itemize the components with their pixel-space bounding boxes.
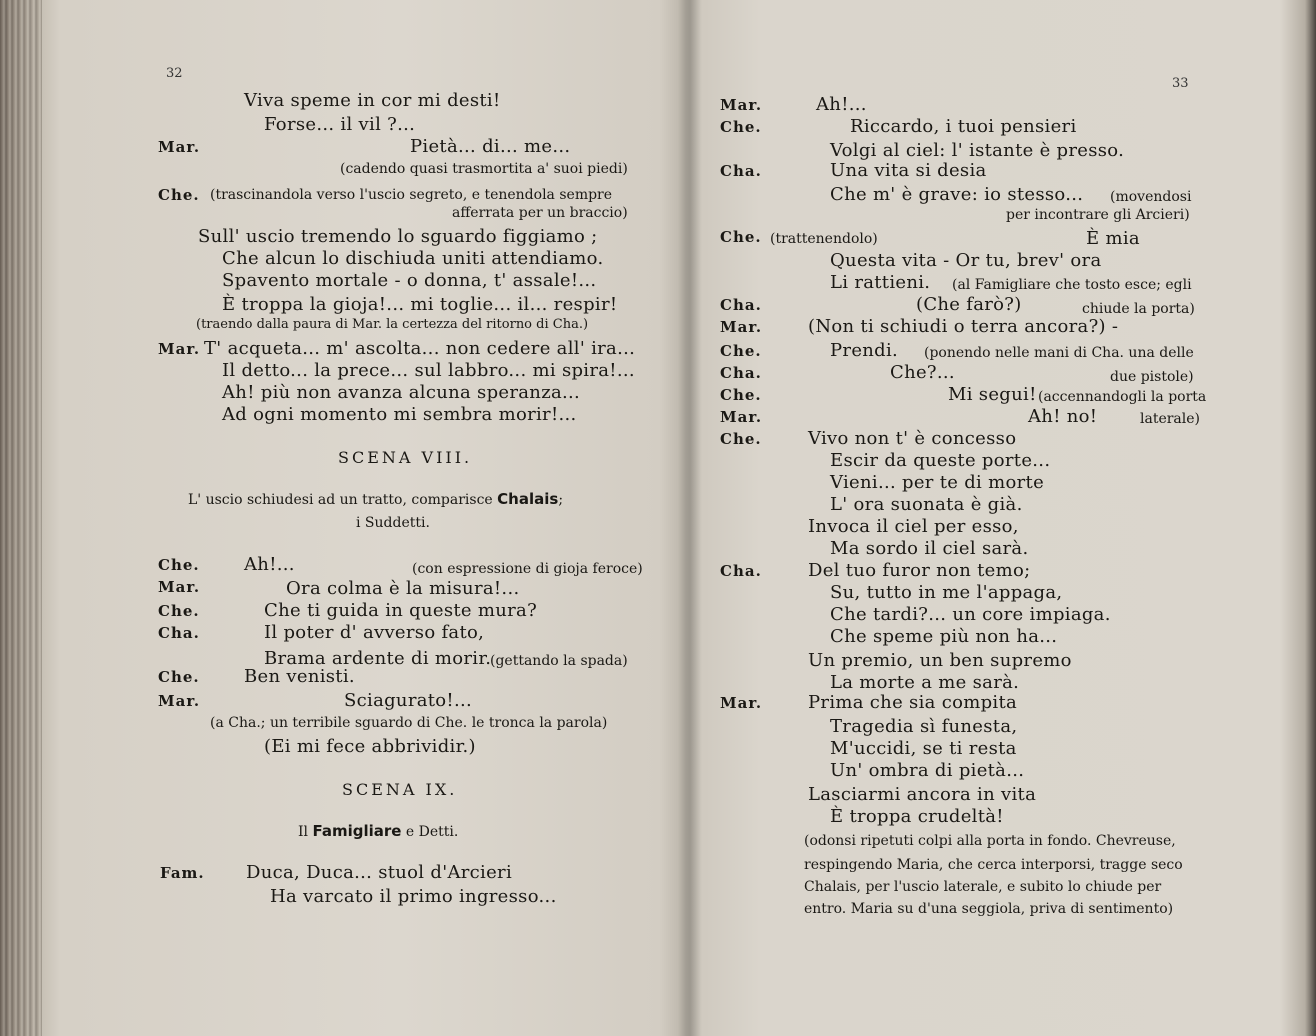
verse-line: Tragedia sì funesta,	[830, 716, 1018, 737]
verse-line: Volgi al ciel: l' istante è presso.	[830, 140, 1125, 161]
speaker-label: Cha.	[720, 364, 762, 382]
stage-direction: due pistole)	[1110, 369, 1194, 385]
verse-line: Escir da queste porte...	[830, 450, 1051, 471]
verse-line: L' ora suonata è già.	[830, 494, 1023, 515]
stage-direction: (movendosi	[1110, 189, 1192, 205]
stage-direction: respingendo Maria, che cerca interporsi, tragge seco	[804, 857, 1183, 873]
verse-line: Li rattieni.	[830, 272, 931, 293]
verse-line: Una vita si desia	[830, 160, 987, 181]
verse-line: Ah!...	[816, 94, 867, 115]
verse-line: Pietà... di... me...	[410, 136, 571, 157]
verse-line: Mi segui!	[948, 384, 1037, 405]
verse-line: È mia	[1086, 228, 1140, 249]
verse-line: Su, tutto in me l'appaga,	[830, 582, 1063, 603]
speaker-label: Che.	[720, 342, 762, 360]
scene-description	[188, 490, 563, 509]
verse-line: Del tuo furor non temo;	[808, 560, 1031, 581]
speaker-label: Che.	[720, 430, 762, 448]
verse-line: È troppa la gioja!... mi toglie... il... respir!	[222, 294, 618, 315]
character-name: Chalais	[497, 490, 559, 508]
speaker-label: Mar.	[720, 96, 763, 114]
verse-line: Il poter d' avverso fato,	[264, 622, 485, 643]
verse-line: Ah! no!	[1028, 406, 1098, 427]
verse-line: (Che farò?)	[916, 294, 1022, 315]
verse-line: È troppa crudeltà!	[830, 806, 1004, 827]
speaker-label: Mar.	[158, 692, 201, 710]
stage-direction: (trascinandola verso l'uscio segreto, e tenendola sempre	[210, 187, 613, 203]
speaker-label: Mar.	[158, 138, 201, 156]
stage-direction: (trattenendolo)	[770, 231, 878, 247]
verse-line: Prima che sia compita	[808, 692, 1018, 713]
stage-direction: entro. Maria su d'una seggiola, priva di sentimento)	[804, 901, 1174, 917]
speaker-label: Che.	[720, 386, 762, 404]
stage-direction: (accennandogli la porta	[1038, 389, 1207, 405]
verse-line: Duca, Duca... stuol d'Arcieri	[246, 862, 513, 883]
verse-line: La morte a me sarà.	[830, 672, 1020, 693]
verse-line: Che speme più non ha...	[830, 626, 1058, 647]
verse-line: Un' ombra di pietà...	[830, 760, 1025, 781]
verse-line: Vieni... per te di morte	[830, 472, 1045, 493]
stage-direction: laterale)	[1140, 411, 1200, 427]
speaker-label: Che.	[720, 228, 762, 246]
speaker-label: Fam.	[160, 864, 205, 882]
verse-line: Che ti guida in queste mura?	[264, 600, 538, 621]
verse-line: Ora colma è la misura!...	[286, 578, 520, 599]
verse-line: Che m' è grave: io stesso...	[830, 184, 1084, 205]
stage-direction: (al Famigliare che tosto esce; egli	[952, 277, 1192, 293]
character-name: Famigliare	[312, 822, 402, 840]
verse-line: Viva speme in cor mi desti!	[244, 90, 501, 111]
verse-line: Sciagurato!...	[344, 690, 473, 711]
speaker-label: Mar.	[720, 318, 763, 336]
speaker-label: Mar.	[158, 340, 201, 358]
verse-line: Ha varcato il primo ingresso...	[270, 886, 557, 907]
verse-line: Ah! più non avanza alcuna speranza...	[222, 382, 581, 403]
verse-line: Che tardi?... un core impiaga.	[830, 604, 1111, 625]
verse-line: Vivo non t' è concesso	[808, 428, 1017, 449]
verse-line: Invoca il ciel per esso,	[808, 516, 1019, 537]
scene-desc-text: L' uscio schiudesi ad un tratto, comparisce	[188, 492, 493, 508]
scene-heading: SCENA VIII.	[338, 448, 473, 467]
verse-line: Forse... il vil ?...	[264, 114, 416, 135]
verse-line: M'uccidi, se ti resta	[830, 738, 1017, 759]
verse-line: Riccardo, i tuoi pensieri	[850, 116, 1077, 137]
verse-line: Questa vita - Or tu, brev' ora	[830, 250, 1102, 271]
verse-line: Ah!...	[244, 554, 295, 575]
verse-line: Il detto... la prece... sul labbro... mi spira!...	[222, 360, 635, 381]
verse-line: Brama ardente di morir.	[264, 648, 492, 669]
scene-desc-text: ;	[558, 492, 564, 508]
verse-line: Un premio, un ben supremo	[808, 650, 1072, 671]
verse-line: (Ei mi fece abbrividir.)	[264, 736, 476, 757]
speaker-label: Mar.	[158, 578, 201, 596]
verse-line: Lasciarmi ancora in vita	[808, 784, 1037, 805]
scene-desc-text: e Detti.	[405, 824, 459, 840]
verse-line: (Non ti schiudi o terra ancora?) -	[808, 316, 1119, 337]
stage-direction: (cadendo quasi trasmortita a' suoi piedi)	[340, 161, 628, 177]
speaker-label: Cha.	[720, 162, 762, 180]
verse-line: Prendi.	[830, 340, 899, 361]
stage-direction: (gettando la spada)	[490, 653, 628, 669]
page-number: 32	[166, 66, 183, 81]
verse-line: Ma sordo il ciel sarà.	[830, 538, 1029, 559]
speaker-label: Che.	[158, 602, 200, 620]
stage-direction: per incontrare gli Arcieri)	[1006, 207, 1190, 223]
speaker-label: Cha.	[720, 562, 762, 580]
stage-direction: (a Cha.; un terribile sguardo di Che. le tronca la parola)	[210, 715, 608, 731]
verse-line: Che?...	[890, 362, 955, 383]
verse-line: Ad ogni momento mi sembra morir!...	[222, 404, 577, 425]
stage-direction: chiude la porta)	[1082, 301, 1195, 317]
speaker-label: Mar.	[720, 408, 763, 426]
page-number: 33	[1172, 76, 1189, 91]
scene-desc-text: Il	[298, 824, 309, 840]
verse-line: Ben venisti.	[244, 666, 355, 687]
verse-line: Che alcun lo dischiuda uniti attendiamo.	[222, 248, 604, 269]
speaker-label: Mar.	[720, 694, 763, 712]
scene-description	[298, 822, 458, 841]
right-page	[690, 0, 1316, 1036]
speaker-label: Che.	[158, 556, 200, 574]
scene-description: i Suddetti.	[356, 515, 430, 531]
speaker-label: Cha.	[720, 296, 762, 314]
speaker-label: Che.	[158, 668, 200, 686]
verse-line: Sull' uscio tremendo lo sguardo figgiamo ;	[198, 226, 598, 247]
stage-direction: (ponendo nelle mani di Cha. una delle	[924, 345, 1194, 361]
scene-heading: SCENA IX.	[342, 780, 458, 799]
speaker-label: Che.	[720, 118, 762, 136]
speaker-label: Cha.	[158, 624, 200, 642]
stage-direction: (con espressione di gioja feroce)	[412, 561, 643, 577]
stage-direction: Chalais, per l'uscio laterale, e subito lo chiude per	[804, 879, 1162, 895]
verse-line: T' acqueta... m' ascolta... non cedere all' ira...	[204, 338, 636, 359]
verse-line: Spavento mortale - o donna, t' assale!...	[222, 270, 597, 291]
speaker-label: Che.	[158, 186, 200, 204]
stage-direction: (traendo dalla paura di Mar. la certezza del ritorno di Cha.)	[196, 317, 589, 332]
stage-direction: (odonsi ripetuti colpi alla porta in fondo. Chevreuse,	[804, 833, 1176, 849]
stage-direction: afferrata per un braccio)	[452, 205, 628, 221]
